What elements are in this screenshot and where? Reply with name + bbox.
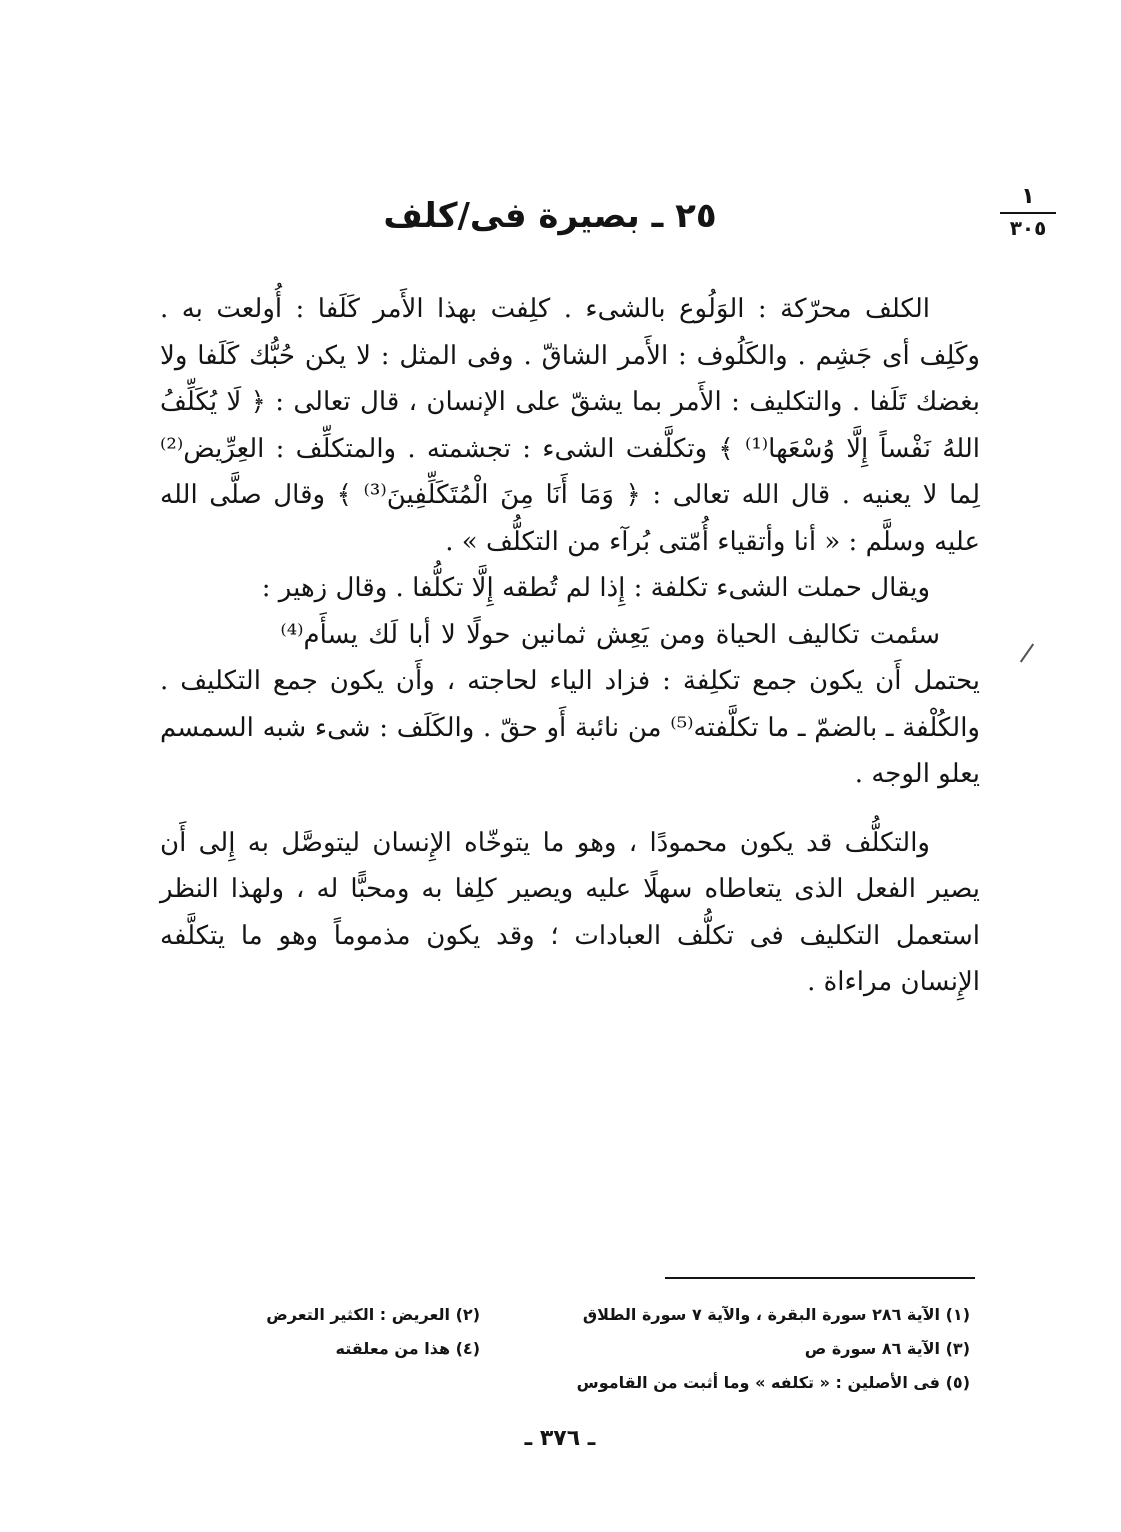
section-heading: ٢٥ ـ بصيرة فى/كلف	[383, 196, 717, 236]
margin-reference-denominator: ٣٠٥	[1009, 216, 1047, 240]
footnote-5: (٥) فى الأصلين : « تكلفه » وما أثبت من القاموس	[576, 1373, 970, 1392]
footnote-2: (٢) العريض : الكثير التعرض	[266, 1305, 480, 1324]
paragraph-plural: يحتمل أَن يكون جمع تكلِفة : فزاد الياء لحاجته ، وأَن يكون جمع التكليف . والكُلْفة ـ بالضمّ ـ ما تكلَّفته⁽⁵⁾ من نائبة أَو حقّ . والكَلَف : شىء شبه السمسم يعلو الوجه .	[160, 666, 980, 789]
margin-reference	[998, 182, 1058, 242]
margin-reference-numerator: ١	[1021, 184, 1035, 209]
footnotes-odd-column	[530, 1298, 970, 1400]
paragraph-takalluf: والتكلُّف قد يكون محمودًا ، وهو ما يتوخّاه الإِنسان ليتوصَّل به إِلى أَن يصير الفعل الذى يتعاطاه سهلًا عليه ويصير كلِفا به ومحبًّا له ، ولهذا النظر استعمل التكليف فى تكلُّف العبادات ؛ وقد يكون مذموماً وهو ما يتكلَّفه الإِنسان مراءاة .	[160, 827, 980, 997]
poetry-verse: سئمت تكاليف الحياة ومن يَعِش ثمانين حولًا لا أبا لَك يسأَم⁽⁴⁾	[280, 619, 940, 650]
paragraph-zuhair-intro: ويقال حملت الشىء تكلفة : إِذا لم تُطقه إِلَّا تكلُّفا . وقال زهير :	[261, 573, 930, 603]
paragraph-definition: الكلف محرّكة : الوَلُوع بالشىء . كلِفت بهذا الأَمر كَلَفا : أُولعت به . وكَلِف أى جَشِم . والكَلُوف : الأَمر الشاقّ . وفى المثل : لا يكن حُبُّك كَلَفا ولا بغضك تَلَفا . والتكليف : الأَمر بما يشقّ على الإنسان ، قال تعالى : ﴿ لَا يُكَلِّفُ اللهُ نَفْساً إِلَّا وُسْعَها⁽¹⁾ ﴾ وتكلَّفت الشىء : تجشمته . والمتكلِّف : العِرِّيض⁽²⁾ لِما لا يعنيه . قال الله تعالى : ﴿ وَمَا أَنَا مِنَ الْمُتَكَلِّفِينَ⁽³⁾ ﴾ وقال صلَّى الله عليه وسلَّم : « أنا وأتقياء أُمّتى بُرآء من التكلُّف » .	[160, 294, 980, 557]
footnote-1: (١) الآية ٢٨٦ سورة البقرة ، والآية ٧ سورة الطلاق	[582, 1305, 970, 1324]
page-number: ـ ٣٧٦ ـ	[524, 1426, 596, 1451]
body-text	[160, 286, 980, 1006]
footnote-3: (٣) الآية ٨٦ سورة ص	[804, 1339, 970, 1358]
footnote-divider	[665, 1277, 975, 1279]
footnotes-even-column	[200, 1298, 480, 1366]
footnote-4: (٤) هذا من معلقته	[335, 1339, 480, 1358]
stray-pen-mark	[1020, 643, 1034, 662]
